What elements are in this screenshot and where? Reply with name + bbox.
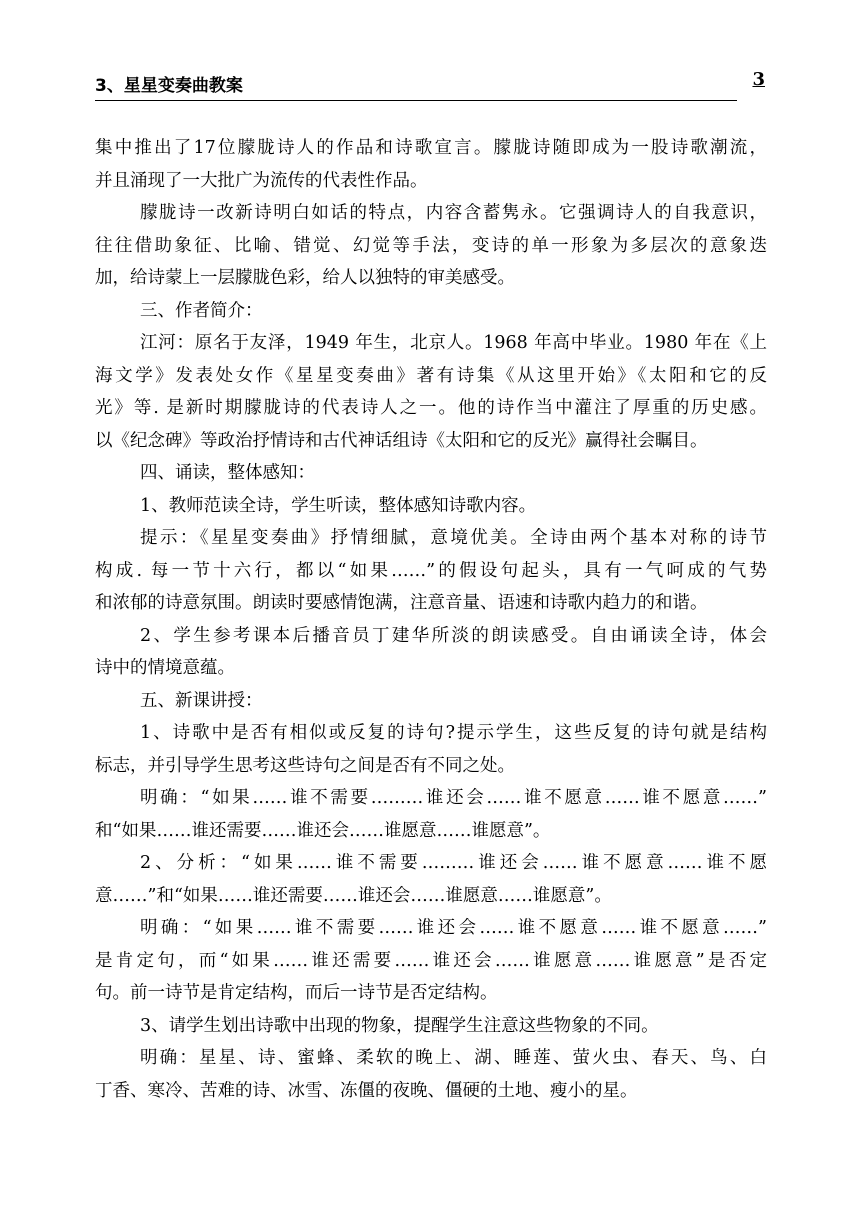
text-line: 以《纪念碑》等政治抒情诗和古代神话组诗《太阳和它的反光》赢得社会瞩目。: [95, 430, 708, 451]
text-line: 2、学生参考课本后播音员丁建华所淡的朗读感受。自由诵读全诗，体会: [140, 625, 767, 646]
text-line: 和“如果……谁还需要……谁还会……谁愿意……谁愿意”。: [95, 820, 551, 841]
text-line: 明确：“如果……谁不需要………谁还会……谁不愿意……谁不愿意……”: [140, 788, 767, 808]
text-line: 明确：“如果……谁不需要……谁还会……谁不愿意……谁不愿意……”: [140, 918, 767, 938]
text-line: 标志，并引导学生思考这些诗句之间是否有不同之处。: [95, 755, 515, 776]
text-line: 三、作者简介：: [140, 300, 263, 321]
text-line: 江河：原名于友泽，1949 年生，北京人。1968 年高中毕业。1980 年在《上: [140, 333, 767, 353]
text-line: 2、分析：“如果……谁不需要………谁还会……谁不愿意……谁不愿: [140, 853, 767, 873]
text-line: 朦胧诗一改新诗明白如话的特点，内容含蓄隽永。它强调诗人的自我意识，: [140, 203, 767, 223]
text-line: 海文学》发表处女作《星星变奏曲》著有诗集《从这里开始》《太阳和它的反: [95, 365, 767, 386]
text-line: 并且涌现了一大批广为流传的代表性作品。: [95, 170, 428, 191]
body-text: [95, 132, 767, 1107]
text-line: 3、请学生划出诗歌中出现的物象，提醒学生注意这些物象的不同。: [140, 1015, 659, 1036]
page-header: [95, 70, 765, 100]
text-line: 诗中的情境意蕴。: [95, 658, 235, 678]
text-line: 往往借助象征、比喻、错觉、幻觉等手法，变诗的单一形象为多层次的意象迭: [95, 235, 767, 256]
text-line: 意……”和“如果……谁还需要……谁还会……谁愿意……谁愿意”。: [95, 885, 612, 906]
page-number: 3: [752, 69, 765, 90]
header-title: 3、星星变奏曲教案: [95, 76, 243, 96]
text-line: 构成. 每一节十六行，都以“如果……”的假设句起头，具有一气呵成的气势: [95, 560, 767, 581]
text-line: 加，给诗蒙上一层朦胧色彩，给人以独特的审美感受。: [95, 268, 515, 288]
text-line: 句。前一诗节是肯定结构，而后一诗节是否定结构。: [95, 983, 498, 1003]
text-line: 1、教师范读全诗，学生听读，整体感知诗歌内容。: [140, 495, 537, 516]
text-line: 四、诵读，整体感知：: [140, 463, 315, 483]
text-line: 1、诗歌中是否有相似或反复的诗句?提示学生，这些反复的诗句就是结构: [140, 723, 767, 743]
text-line: 明确：星星、诗、蜜蜂、柔软的晚上、湖、睡莲、萤火虫、春天、鸟、白: [140, 1048, 767, 1068]
text-line: 光》等. 是新时期朦胧诗的代表诗人之一。他的诗作当中灌注了厚重的历史感。: [95, 398, 767, 418]
text-line: 集中推出了17位朦胧诗人的作品和诗歌宣言。朦胧诗随即成为一股诗歌潮流，: [95, 138, 767, 158]
text-line: 五、新课讲授：: [140, 690, 263, 711]
header-rule: [95, 100, 737, 101]
text-line: 和浓郁的诗意氛围。朗读时要感情饱满，注意音量、语速和诗歌内趋力的和谐。: [95, 593, 708, 613]
text-line: 是肯定句，而“如果……谁还需要……谁还会……谁愿意……谁愿意”是否定: [95, 950, 767, 971]
text-line: 提示：《星星变奏曲》抒情细腻，意境优美。全诗由两个基本对称的诗节: [140, 528, 767, 548]
text-line: 丁香、寒冷、苦难的诗、冰雪、冻僵的夜晚、僵硬的土地、瘦小的星。: [95, 1080, 638, 1101]
